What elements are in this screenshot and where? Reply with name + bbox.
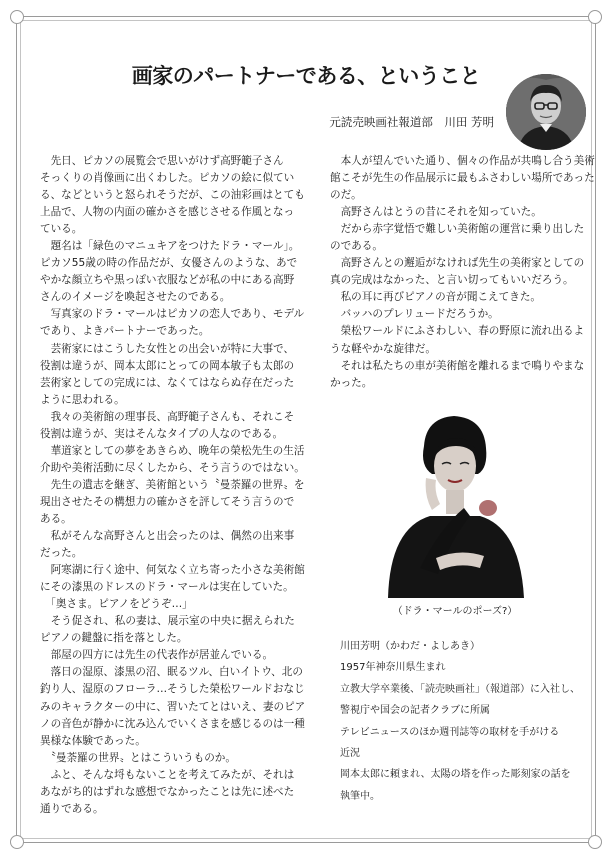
corner-ornament-bottom-right <box>588 835 602 849</box>
article-line: 役割は違うが、岡本太郎にとっての岡本敏子も太郎の <box>40 359 295 372</box>
bio-line: 川田芳明（かわだ・よしあき） <box>340 641 480 652</box>
article-line: 芸術家にはこうした女性との出会いが特に大事で、 <box>40 342 295 355</box>
bio-line: 1957年神奈川県生まれ <box>340 662 446 674</box>
article-line: あながち的はずれな感想でなかったことは先に述べた <box>40 785 295 798</box>
article-right-column <box>330 153 595 392</box>
article-line: ている。 <box>40 223 83 236</box>
article-line: ピアノの鍵盤に指を落とした。 <box>40 632 188 645</box>
article-line: 私の耳に再びピアノの音が聞こえてきた。 <box>330 291 542 304</box>
article-line: 異様な体験であった。 <box>40 734 146 747</box>
article-left-column <box>40 153 308 818</box>
article-line: ふと、そんな埒もないことを考えてみたが、それは <box>40 768 295 781</box>
article-line: 華道家としての夢をあきらめ、晩年の榮松先生の生活 <box>40 444 305 457</box>
article-line: 本人が望んでいた通り、個々の作品が共鳴し合う美術 <box>330 155 595 167</box>
article-line: 題名は「緑色のマニュキアをつけたドラ・マール」。 <box>40 240 300 253</box>
article-line: 介助や美術活動に尽くしたから、そう言うのではない。 <box>40 461 305 474</box>
article-line: であり、よきパートナーであった。 <box>40 325 210 338</box>
article-line: 「奥さま。ピアノをどうぞ…」 <box>40 598 193 611</box>
article-line: 高野さんはとうの昔にそれを知っていた。 <box>330 206 542 219</box>
article-line: 我々の美術館の理事長、高野範子さんも、それこそ <box>40 410 295 423</box>
article-line: 館こそが先生の作品展示に最もふさわしい場所であった <box>330 172 595 185</box>
bio-line: 立教大学卒業後、「読売映画社」（報道部）に入社し、 <box>340 683 580 695</box>
article-line: 私がそんな高野さんと出会ったのは、偶然の出来事 <box>40 530 295 543</box>
article-line: そっくりの肖像画に出くわした。ピカソの絵に似てい <box>40 172 295 185</box>
bio-line: 近況 <box>340 748 360 760</box>
article-line: 上品で、人物の内面の確かさを感じさせる作風となっ <box>40 206 295 219</box>
article-line: のである。 <box>330 240 383 253</box>
article-line: だった。 <box>40 547 83 560</box>
article-line: 先日、ピカソの展覧会で思いがけず高野範子さん <box>40 155 284 167</box>
article-line: みのキャラクターの中に、習いたてとはいえ、妻のピア <box>40 700 306 713</box>
article-line: ノの音色が静かに沈み込んでいくさまを感じるのは一種 <box>40 717 305 730</box>
corner-ornament-top-left <box>10 10 24 24</box>
article-line: る、などというと怒られそうだが、この油彩画はとても <box>40 189 305 202</box>
article-line: 〝曼荼羅の世界〟とはこういうものか。 <box>40 751 236 764</box>
article-line: 阿寒湖に行く途中、何気なく立ち寄った小さな美術館 <box>40 564 305 577</box>
bio-line: 警視庁や国会の記者クラブに所属 <box>340 705 490 717</box>
article-line: それは私たちの車が美術館を離れるまで鳴りやまな <box>330 359 585 372</box>
article-line: うな軽やかな旋律だ。 <box>330 342 436 355</box>
article-line: 高野さんとの邂逅がなければ先生の美術家としての <box>330 257 585 270</box>
author-bio <box>340 636 580 807</box>
article-byline: 元読売映画社報道部 川田 芳明 <box>329 115 494 129</box>
article-line: そう促され、私の妻は、展示室の中央に据えられた <box>40 615 295 628</box>
article-line: 先生の遺志を継ぎ、美術館という〝曼荼羅の世界〟を <box>40 478 305 491</box>
article-line: 真の完成はなかった、と言い切ってもいいだろう。 <box>330 274 574 287</box>
article-line: にその漆黒のドレスのドラ・マールは実在していた。 <box>40 581 294 594</box>
article-line: バッハのプレリュードだろうか。 <box>330 308 499 321</box>
author-portrait-drawing <box>506 74 586 150</box>
bio-line: 岡本太郎に頼まれ、太陽の塔を作った彫刻家の話を <box>340 769 571 781</box>
corner-ornament-bottom-left <box>10 835 24 849</box>
author-portrait-photo <box>506 74 586 150</box>
article-line: かった。 <box>330 376 373 389</box>
article-line: 通りである。 <box>40 802 104 815</box>
bio-line: テレビニュースのほか週刊誌等の取材を手がける <box>340 726 560 738</box>
article-line: 役割は違うが、実はそんなタイプの人なのである。 <box>40 427 284 440</box>
article-line: 榮松ワールドにふさわしい、春の野原に流れ出るよ <box>330 325 585 338</box>
article-line: ピカソ55歳の時の作品だが、女優さんのような、あで <box>40 257 298 270</box>
article-line: 落日の湿原、漆黒の沼、眠るツル、白いイトウ、北の <box>40 666 303 679</box>
article-line: ように思われる。 <box>40 393 125 406</box>
article-line: のだ。 <box>330 189 362 202</box>
article-line: 芸術家としての完成には、なくてはならぬ存在だった <box>40 376 295 389</box>
dora-maar-pose-photo <box>380 408 530 598</box>
article-line: 現出させたその構想力の確かさを評してそう言うので <box>40 495 295 508</box>
photo-caption: （ドラ・マールのポーズ?） <box>392 606 518 617</box>
corner-ornament-top-right <box>588 10 602 24</box>
article-title: 画家のパートナーである、ということ <box>131 63 481 88</box>
article-line: 写真家のドラ・マールはピカソの恋人であり、モデル <box>40 308 305 321</box>
article-line: だから赤字覚悟で難しい美術館の運営に乗り出した <box>330 223 585 236</box>
article-line: やかな顔立ちや黒っぽい衣服などが私の中にある高野 <box>40 274 295 287</box>
article-line: 部屋の四方には先生の代表作が居並んでいる。 <box>40 649 274 662</box>
bio-line: 執筆中。 <box>340 790 380 802</box>
pose-photo-drawing <box>380 408 530 598</box>
article-line: さんのイメージを喚起させたのである。 <box>40 291 231 304</box>
article-line: ある。 <box>40 512 72 525</box>
article-line: 釣り人、湿原のフローラ…そうした榮松ワールドおなじ <box>40 683 305 696</box>
